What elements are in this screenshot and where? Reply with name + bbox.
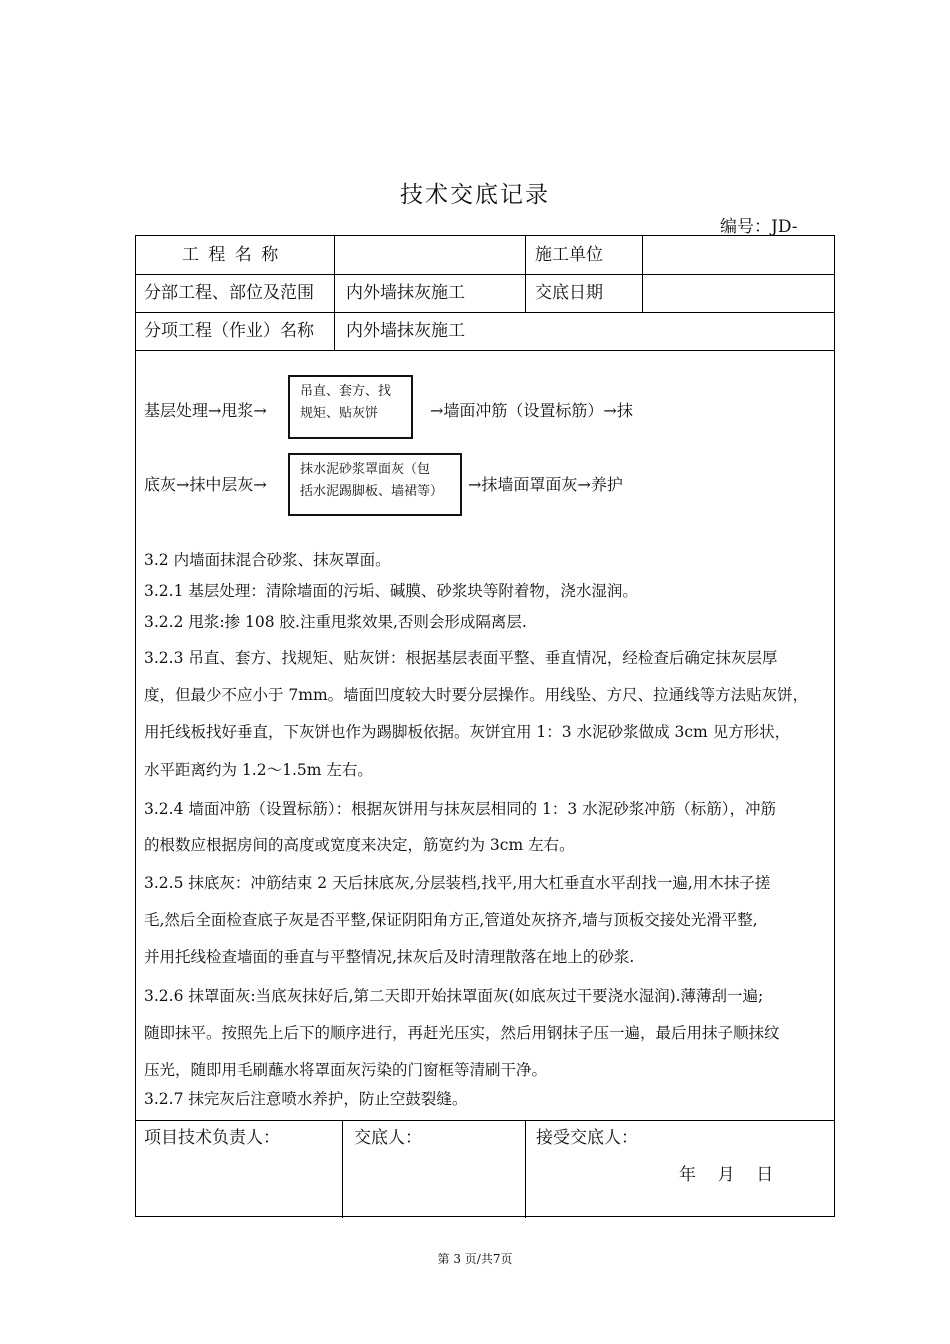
presenter-label: 交底人： [354, 1128, 422, 1148]
signature-date: 年 月 日 [679, 1165, 774, 1185]
content-line: 3.2.4 墙面冲筋（设置标筋）：根据灰饼用与抹灰层相同的 1：3 水泥砂浆冲筋（标筋），冲筋 [144, 800, 776, 818]
division-label: 分部工程、部位及范围 [144, 283, 314, 303]
content-line: 压光，随即用毛刷蘸水将罩面灰污染的门窗框等清刷干净。 [144, 1061, 548, 1079]
flow-box [288, 453, 462, 516]
content-line: 3.2.6 抹罩面灰:当底灰抹好后,第二天即开始抹罩面灰(如底灰过干要浇水湿润).薄薄刮一遍; [144, 987, 764, 1005]
column-divider [525, 236, 526, 312]
disclosure-date-label: 交底日期 [535, 283, 603, 303]
content-line: 3.2.2 甩浆:掺 108 胶.注重甩浆效果,否则会形成隔离层. [144, 613, 527, 631]
content-line: 的根数应根据房间的高度或宽度来决定，筋宽约为 3cm 左右。 [144, 836, 575, 854]
subitem-value: 内外墙抹灰施工 [346, 321, 465, 341]
flow-box-line: 吊直、套方、找 [300, 384, 392, 399]
column-divider [525, 1120, 526, 1218]
content-line: 3.2.3 吊直、套方、找规矩、贴灰饼：根据基层表面平整、垂直情况，经检查后确定抹灰层厚 [144, 649, 778, 667]
content-line: 3.2.7 抹完灰后注意喷水养护，防止空鼓裂缝。 [144, 1090, 468, 1108]
column-divider [342, 1120, 343, 1218]
flow-step-text: 基层处理→甩浆→ [144, 401, 267, 420]
row-divider [136, 274, 834, 275]
content-line: 并用托线检查墙面的垂直与平整情况,抹灰后及时清理散落在地上的砂浆. [144, 948, 635, 966]
row-divider [136, 312, 834, 313]
document-number: 编号：JD- [720, 217, 798, 237]
flow-box [288, 375, 413, 439]
page-footer: 第 3 页/共7页 [437, 1252, 513, 1266]
content-line: 3.2.5 抹底灰：冲筋结束 2 天后抹底灰,分层装档,找平,用大杠垂直水平刮找一遍,用木抹子搓 [144, 874, 771, 892]
construction-unit-label: 施工单位 [535, 245, 603, 265]
content-line: 度，但最少不应小于 7mm。墙面凹度较大时要分层操作。用线坠、方尺、拉通线等方法贴灰饼， [144, 686, 809, 704]
tech-lead-label: 项目技术负责人： [144, 1128, 280, 1148]
receiver-label: 接受交底人： [536, 1128, 638, 1148]
page-title: 技术交底记录 [400, 182, 550, 208]
flow-step-text: 底灰→抹中层灰→ [144, 475, 267, 494]
content-line: 3.2.1 基层处理：清除墙面的污垢、碱膜、砂浆块等附着物，浇水湿润。 [144, 582, 638, 600]
disclosure-form [135, 235, 835, 1217]
flow-box-line: 抹水泥砂浆罩面灰（包 [300, 462, 431, 477]
project-name-label: 工 程 名 称 [182, 245, 281, 265]
content-line: 3.2 内墙面抹混合砂浆、抹灰罩面。 [144, 551, 391, 569]
column-divider [334, 236, 335, 350]
row-divider [136, 350, 834, 351]
flow-box-line: 括水泥踢脚板、墙裙等） [300, 484, 444, 499]
flow-step-text: →抹墙面罩面灰→养护 [468, 475, 623, 494]
division-value: 内外墙抹灰施工 [346, 283, 465, 303]
content-line: 水平距离约为 1.2～1.5m 左右。 [144, 761, 373, 779]
content-line: 用托线板找好垂直，下灰饼也作为踢脚板依据。灰饼宜用 1：3 水泥砂浆做成 3cm 见方形状， [144, 723, 791, 741]
subitem-label: 分项工程（作业）名称 [144, 321, 314, 341]
flow-step-text: →墙面冲筋（设置标筋）→抹 [430, 401, 633, 420]
column-divider [642, 236, 643, 312]
row-divider [136, 1120, 834, 1121]
flow-box-line: 规矩、贴灰饼 [300, 406, 379, 421]
content-line: 毛,然后全面检查底子灰是否平整,保证阴阳角方正,管道处灰挤齐,墙与顶板交接处光滑平整, [144, 911, 758, 929]
content-line: 随即抹平。按照先上后下的顺序进行，再赶光压实，然后用钢抹子压一遍，最后用抹子顺抹纹 [144, 1024, 780, 1042]
